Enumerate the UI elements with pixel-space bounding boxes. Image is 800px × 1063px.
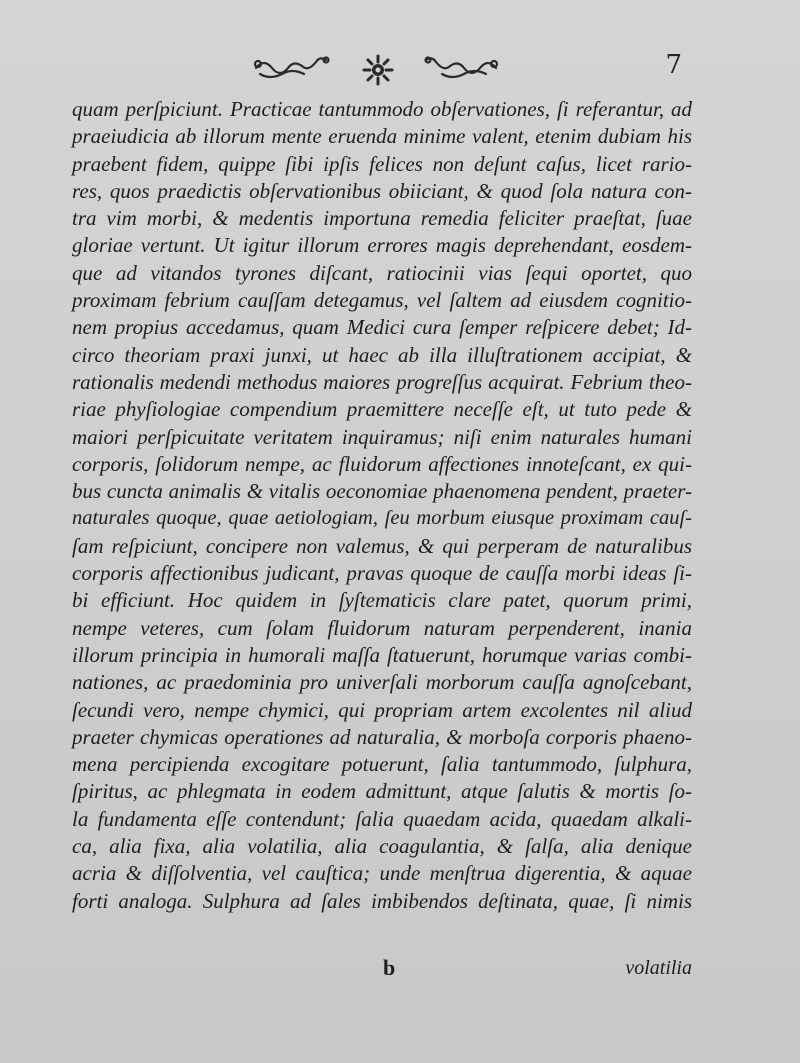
text-line: quam perſpiciunt. Practicae tantummodo obſervationes, ſi referantur, ad xyxy=(72,97,692,121)
page-number: 7 xyxy=(665,50,682,80)
text-line: ſam reſpiciunt, concipere non valemus, & qui perperam de naturalibus xyxy=(72,533,692,558)
text-line: gloriae vertunt. Ut igitur illorum errores magis deprehendant, eosdem- xyxy=(72,233,692,258)
text-line: ſecundi vero, nempe chymici, qui propriam artem excolentes nil aliud xyxy=(72,697,692,722)
text-line: nem propius accedamus, quam Medici cura ſemper reſpicere debet; Id- xyxy=(72,315,692,340)
text-line: tra vim morbi, & medentis importuna remedia feliciter praeſtat, ſuae xyxy=(72,206,692,231)
text-line: rationalis medendi methodus maiores progreſſus acquirat. Febrium theo- xyxy=(72,369,692,394)
page-footer xyxy=(0,955,800,985)
text-line: praeiudicia ab illorum mente eruenda minime valent, etenim dubiam his xyxy=(72,124,692,149)
text-line: bi efficiunt. Hoc quidem in ſyſtematicis clare patet, quorum primi, xyxy=(72,588,692,613)
text-line: acria & diſſolventia, vel cauſtica; unde menſtrua digerentia, & aquae xyxy=(72,861,692,886)
text-line: corporis, ſolidorum nempe, ac fluidorum affectiones innoteſcant, ex qui- xyxy=(72,451,692,476)
text-line: nationes, ac praedominia pro univerſali morborum cauſſa agnoſcebant, xyxy=(72,670,692,695)
text-line: nempe veteres, cum ſolam fluidorum naturam perpenderent, inania xyxy=(72,615,692,640)
text-line: forti analoga. Sulphura ad ſales imbibendos deſtinata, quae, ſi nimis xyxy=(72,888,692,913)
text-line: mena percipienda excogitare potuerunt, ſalia tantummodo, ſulphura, xyxy=(72,752,692,777)
page-header xyxy=(0,50,800,94)
text-line: praeter chymicas operationes ad naturalia, & morboſa corporis phaeno- xyxy=(72,724,692,749)
floral-fleuron-ornament-icon xyxy=(250,50,520,90)
catchword: volatilia xyxy=(625,957,692,979)
text-line: proximam febrium cauſſam detegamus, vel ſaltem ad eiusdem cognitio- xyxy=(72,288,692,313)
text-line: ca, alia fixa, alia volatilia, alia coagulantia, & ſalſa, alia denique xyxy=(72,834,692,859)
text-line: ſpiritus, ac phlegmata in eodem admittunt, atque ſalutis & mortis ſo- xyxy=(72,779,692,804)
text-line: res, quos praedictis obſervationibus obiiciant, & quod ſola natura con- xyxy=(72,178,692,203)
text-line: circo theoriam praxi junxi, ut haec ab illa illuſtrationem accipiat, & xyxy=(72,342,692,367)
body-text xyxy=(72,96,692,915)
text-line: bus cuncta animalis & vitalis oeconomiae phaenomena pendent, praeter- xyxy=(72,479,692,504)
text-line: la fundamenta eſſe contendunt; ſalia quaedam acida, quaedam alkali- xyxy=(72,806,692,831)
text-line: corporis affectionibus judicant, pravas quoque de cauſſa morbi ideas ſi- xyxy=(72,561,692,586)
text-line: que ad vitandos tyrones diſcant, ratiocinii vias ſequi oportet, quo xyxy=(72,260,692,285)
text-line: maiori perſpicuitate veritatem inquiramus; niſi enim naturales humani xyxy=(72,424,692,449)
text-line: praebent fidem, quippe ſibi ipſis felices non deſunt caſus, licet rario- xyxy=(72,151,692,176)
signature-mark: b xyxy=(383,955,396,980)
text-line: riae phyſiologiae compendium praemittere neceſſe eſt, ut tuto pede & xyxy=(72,397,692,422)
text-line: illorum principia in humorali maſſa ſtatuerunt, horumque varias combi- xyxy=(72,642,692,667)
text-line: naturales quoque, quae aetiologiam, ſeu morbum eiusque proximam cauſ- xyxy=(72,507,692,530)
